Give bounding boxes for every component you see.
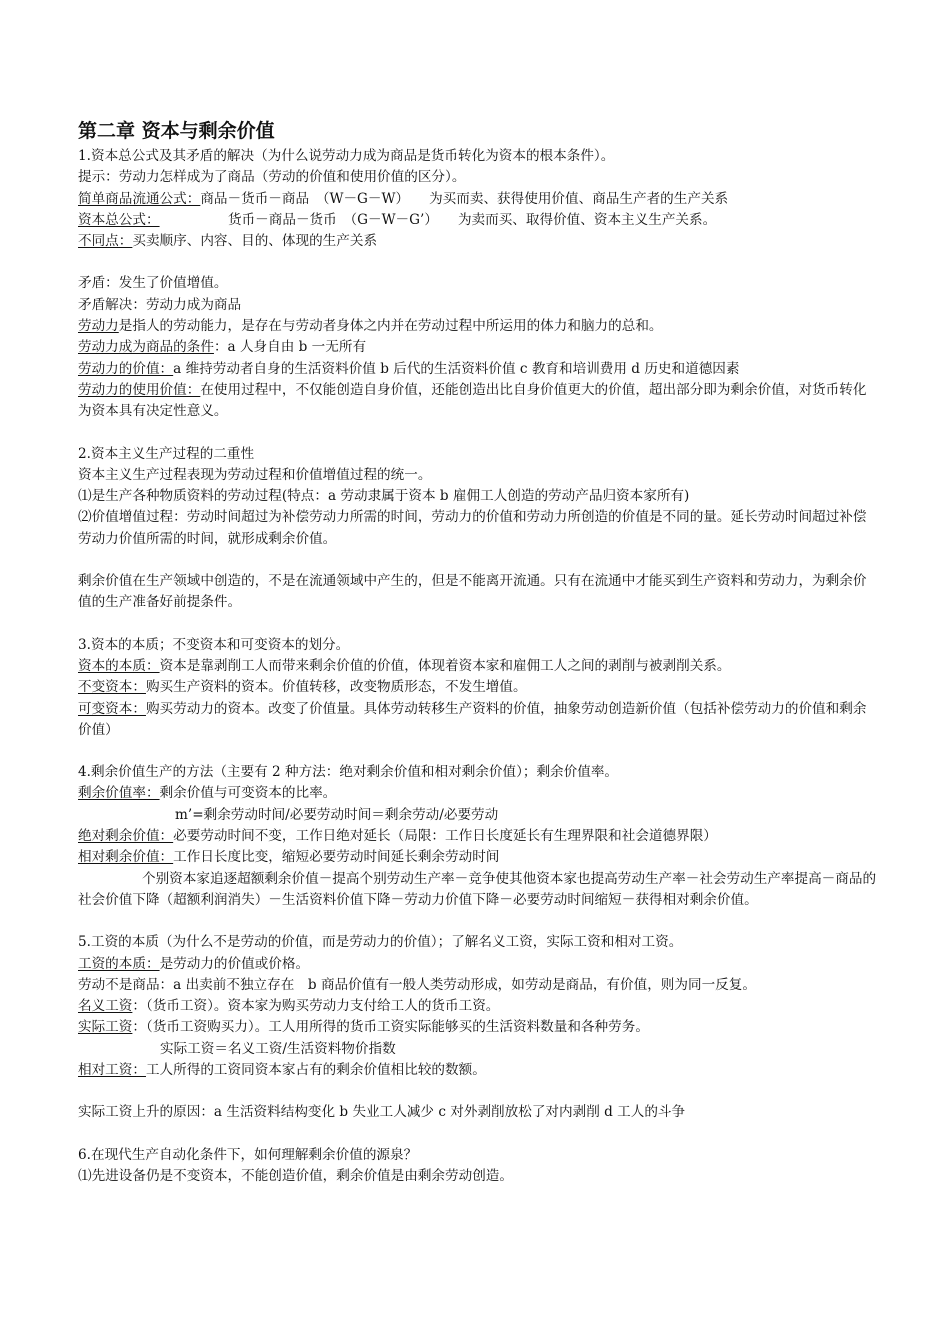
section-2-p2: ⑴是生产各种物质资料的劳动过程(特点：a 劳动隶属于资本 b 雇佣工人创造的劳动产品归资本家所有) [78, 488, 690, 505]
labor-not-commodity-line: 劳动不是商品：a 出卖前不独立存在 b 商品价值有一般人类劳动形成，如劳动是商品，有价值，则为同一反复。 [78, 976, 756, 993]
section-1-heading: 1.资本总公式及其矛盾的解决（为什么说劳动力成为商品是货币转化为资本的根本条件）。 [78, 148, 615, 164]
commodity-condition-line [78, 337, 878, 358]
relative-surplus-text: 工作日长度比变，缩短必要劳动时间延长剩余劳动时间 [173, 849, 500, 866]
simple-circulation-desc: 为买而卖、获得使用价值、商品生产者的生产关系 [429, 190, 729, 207]
wage-essence-line [78, 954, 878, 975]
variable-capital-label: 可变资本： [78, 700, 146, 717]
labor-power-label: 劳动力 [78, 318, 119, 335]
section-4-heading: 4.剩余价值生产的方法（主要有 2 种方法：绝对剩余价值和相对剩余价值）；剩余价值率。 [78, 764, 619, 781]
surplus-rate-text: 剩余价值与可变资本的比率。 [159, 785, 337, 802]
simple-circulation-label: 简单商品流通公式： [78, 190, 201, 207]
commodity-condition-text: ：a 人身自由 b 一无所有 [213, 339, 367, 356]
real-wage-text: ：（货币工资购买力）。工人用所得的货币工资实际能够买的生活资料数量和各种劳务。 [132, 1019, 649, 1036]
variable-capital-text: 购买劳动力的资本。改变了价值量。具体劳动转移生产资料的价值，抽象劳动创造新价值（包括补偿劳动力的价值和剩余价值） [78, 700, 867, 738]
difference-label: 不同点： [78, 233, 133, 250]
section-3-heading: 3.资本的本质；不变资本和可变资本的划分。 [78, 636, 350, 653]
surplus-rate-label: 剩余价值率： [78, 785, 160, 802]
wage-essence-text: 是劳动力的价值或价格。 [159, 955, 310, 972]
section-2-p4: 剩余价值在生产领域中创造的，不是在流通领域中产生的，但是不能离开流通。只有在流通中才能买到生产资料和劳动力，为剩余价值的生产准备好前提条件。 [78, 573, 867, 611]
simple-circulation-formula: 商品－货币－商品 （W－G－W） [200, 190, 410, 207]
labor-power-text: 是指人的劳动能力，是存在与劳动者身体之内并在劳动过程中所运用的体力和脑力的总和。 [118, 318, 663, 335]
real-wage-line [78, 1017, 878, 1038]
absolute-surplus-label: 绝对剩余价值： [78, 828, 174, 845]
chapter-title: 第二章 资本与剩余价值 [78, 120, 275, 142]
variable-capital-paragraph [78, 699, 878, 742]
labor-power-value-label: 劳动力的价值： [78, 360, 174, 377]
constant-capital-label: 不变资本： [78, 679, 146, 696]
surplus-rate-formula: m’=剩余劳动时间/必要劳动时间＝剩余劳动/必要劳动 [175, 806, 499, 823]
capital-formula-desc: 为卖而买、取得价值、资本主义生产关系。 [457, 211, 717, 228]
real-wage-label: 实际工资 [78, 1019, 133, 1036]
real-wage-rise-reasons: 实际工资上升的原因：a 生活资料结构变化 b 失业工人减少 c 对外剥削放松了对内剥削 d 工人的斗争 [78, 1104, 686, 1121]
contradiction-line: 矛盾：发生了价值增值。 [78, 275, 228, 292]
relative-wage-line [78, 1060, 878, 1081]
capital-essence-text: 资本是靠剥削工人而带来剩余价值的价值，体现着资本家和雇佣工人之间的剥削与被剥削关系。 [159, 657, 731, 674]
difference-line [78, 231, 878, 252]
use-value-paragraph [78, 380, 878, 423]
relative-surplus-line [78, 847, 878, 868]
relative-surplus-label: 相对剩余价值： [78, 849, 174, 866]
capital-formula-line [78, 210, 878, 231]
relative-wage-label: 相对工资： [78, 1061, 146, 1078]
labor-power-value-text: a 维持劳动者自身的生活资料价值 b 后代的生活资料价值 c 教育和培训费用 d 历史和道德因素 [173, 360, 740, 377]
section-5-heading: 5.工资的本质（为什么不是劳动的价值，而是劳动力的价值）；了解名义工资，实际工资和相对工资。 [78, 934, 683, 951]
absolute-surplus-line [78, 826, 878, 847]
labor-power-value-line [78, 359, 878, 380]
wage-essence-label: 工资的本质： [78, 955, 160, 972]
capital-essence-line [78, 656, 878, 677]
document-page [78, 116, 878, 1187]
nominal-wage-line [78, 996, 878, 1017]
capital-essence-label: 资本的本质： [78, 657, 160, 674]
section-2-p1: 资本主义生产过程表现为劳动过程和价值增值过程的统一。 [78, 466, 432, 483]
commodity-condition-label: 劳动力成为商品的条件 [78, 339, 214, 356]
relative-wage-text: 工人所得的工资同资本家占有的剩余价值相比较的数额。 [145, 1061, 486, 1078]
capital-formula: 货币－商品－货币 （G－W－G’） [228, 211, 438, 228]
hint-line: 提示：劳动力怎样成为了商品（劳动的价值和使用价值的区分）。 [78, 169, 466, 186]
nominal-wage-text: ：（货币工资）。资本家为购买劳动力支付给工人的货币工资。 [132, 998, 500, 1015]
section-2-heading: 2.资本主义生产过程的二重性 [78, 445, 255, 462]
surplus-rate-line [78, 783, 878, 804]
use-value-label: 劳动力的使用价值： [78, 381, 201, 398]
absolute-surplus-text: 必要劳动时间不变，工作日绝对延长（局限：工作日长度延长有生理界限和社会道德界限） [173, 828, 717, 845]
section-6-p1: ⑴先进设备仍是不变资本，不能创造价值，剩余价值是由剩余劳动创造。 [78, 1167, 513, 1184]
use-value-text: 在使用过程中，不仅能创造自身价值，还能创造出比自身价值更大的价值，超出部分即为剩余价值，对货币转化为资本具有决定性意义。 [78, 381, 867, 420]
constant-capital-text: 购买生产资料的资本。价值转移，改变物质形态，不发生增值。 [145, 679, 527, 696]
simple-circulation-line [78, 189, 878, 210]
section-6-heading: 6.在现代生产自动化条件下，如何理解剩余价值的源泉？ [78, 1146, 418, 1163]
capital-formula-label: 资本总公式： [78, 211, 160, 228]
section-2-p3: ⑵价值增值过程：劳动时间超过为补偿劳动力所需的时间，劳动力的价值和劳动力所创造的价值是不同的量。延长劳动时间超过补偿劳动力价值所需的时间，就形成剩余价值。 [78, 509, 867, 547]
nominal-wage-label: 名义工资 [78, 998, 133, 1015]
real-wage-formula: 实际工资＝名义工资/生活资料物价指数 [160, 1040, 396, 1057]
contradiction-solution-line: 矛盾解决：劳动力成为商品 [78, 296, 242, 313]
labor-power-definition [78, 316, 878, 337]
difference-text: 买卖顺序、内容、目的、体现的生产关系 [132, 233, 378, 250]
constant-capital-line [78, 677, 878, 698]
relative-surplus-chain: 个别资本家追逐超额剩余价值－提高个别劳动生产率－竞争使其他资本家也提高劳动生产率－社会劳动生产率提高－商品的社会价值下降（超额利润消失）－生活资料价值下降－劳动力价值下降－必要劳动时间缩短－获得相对剩余价值。 [78, 870, 877, 908]
